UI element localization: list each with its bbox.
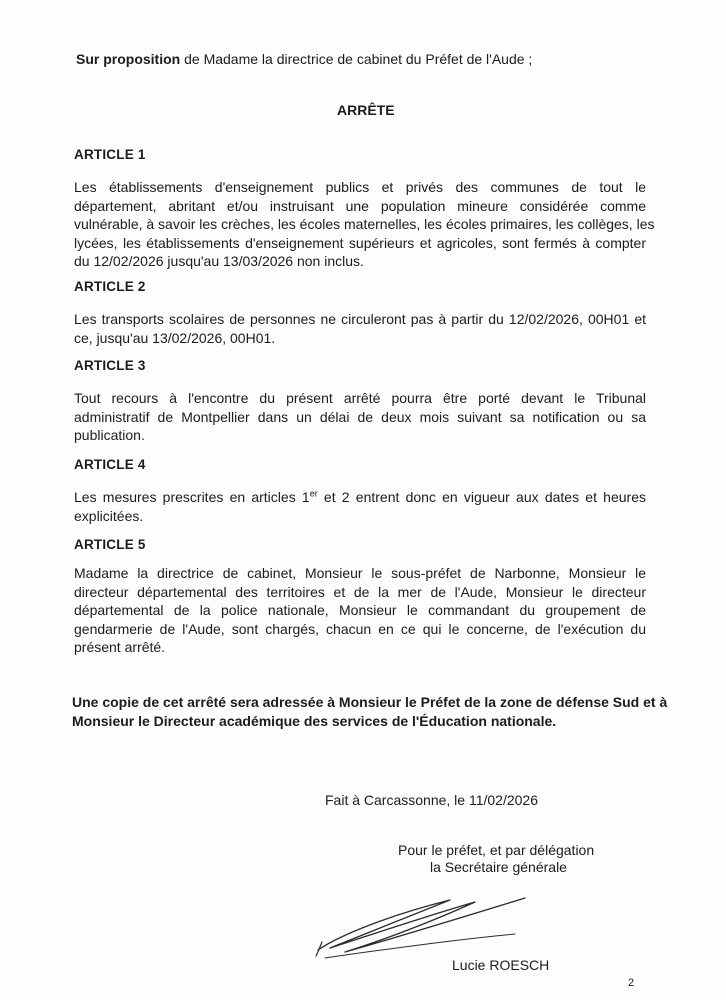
page-number: 2 (628, 977, 635, 989)
article-1-line: du 12/02/2026 jusqu'au 13/03/2026 non inclus. (74, 253, 364, 270)
article-4-title: ARTICLE 4 (74, 457, 146, 472)
article-3-title: ARTICLE 3 (74, 358, 146, 373)
article-1-line: lycées, les établissements d'enseignement supérieurs et agricoles, sont fermés à compter (74, 234, 646, 251)
copy-notice-line: Une copie de cet arrêté sera adressée à Monsieur le Préfet de la zone de défense Sud et à (72, 694, 668, 710)
handwritten-signature (300, 880, 550, 960)
article-3-line: Tout recours à l'encontre du présent arrêté pourra être porté devant le Tribunal (74, 390, 646, 406)
article-2-line: ce, jusqu'au 13/02/2026, 00H01. (74, 329, 276, 346)
article-1-line: vulnérable, à savoir les crèches, les écoles maternelles, les écoles primaires, les collèges, les (74, 216, 655, 233)
signatory-name: Lucie ROESCH (452, 957, 550, 973)
article-3-line: administratif de Montpellier dans un délai de deux mois suivant sa notification ou sa (74, 408, 646, 425)
article-4-line (74, 488, 646, 507)
article-4-line1-pre: Les mesures prescrites en articles 1 (74, 489, 310, 505)
article-1-title: ARTICLE 1 (74, 147, 146, 162)
copy-notice-line: Monsieur le Directeur académique des services de l'Éducation nationale. (72, 713, 557, 729)
article-2-title: ARTICLE 2 (74, 279, 146, 294)
article-1-line: Les établissements d'enseignement publics et privés des communes de tout le (74, 179, 646, 195)
intro-rest: de Madame la directrice de cabinet du Préfet de l'Aude ; (180, 51, 533, 67)
article-4-line1-post: et 2 entrent donc en vigueur aux dates et heures (317, 489, 646, 505)
intro-line (76, 50, 532, 69)
article-5-body (74, 564, 646, 657)
article-1-line: département, abritant et/ou instruisant une population mineure considérée comme (74, 197, 646, 214)
article-3-body (74, 389, 646, 445)
copy-notice (72, 693, 668, 731)
intro-bold-lead: Sur proposition (76, 51, 181, 67)
article-5-line: gendarmerie de l'Aude, sont chargés, chacun en ce qui le concerne, de l'exécution du (74, 620, 646, 637)
article-5-line: départemental de la police nationale, Monsieur le commandant du groupement de (74, 602, 646, 619)
place-date: Fait à Carcassonne, le 11/02/2026 (325, 792, 538, 808)
article-2-line: Les transports scolaires de personnes ne circuleront pas à partir du 12/02/2026, 00H01 et (74, 311, 646, 327)
article-5-line: directeur départemental des territoires et de la mer de l'Aude, Monsieur le directeur (74, 583, 646, 600)
article-5-title: ARTICLE 5 (74, 537, 146, 552)
decree-heading: ARRÊTE (337, 102, 395, 118)
article-1-body (74, 178, 655, 271)
article-4-body (74, 488, 646, 525)
article-4-line: explicitées. (74, 507, 144, 524)
delegation-line-1: Pour le préfet, et par délégation (398, 842, 595, 858)
delegation-line-2: la Secrétaire générale (430, 859, 567, 875)
article-4-ordinal: er (309, 488, 318, 499)
article-3-line: publication. (74, 427, 145, 444)
article-5-line: Madame la directrice de cabinet, Monsieur le sous-préfet de Narbonne, Monsieur le (74, 565, 646, 581)
article-2-body (74, 310, 646, 347)
article-5-line: présent arrêté. (74, 639, 166, 656)
